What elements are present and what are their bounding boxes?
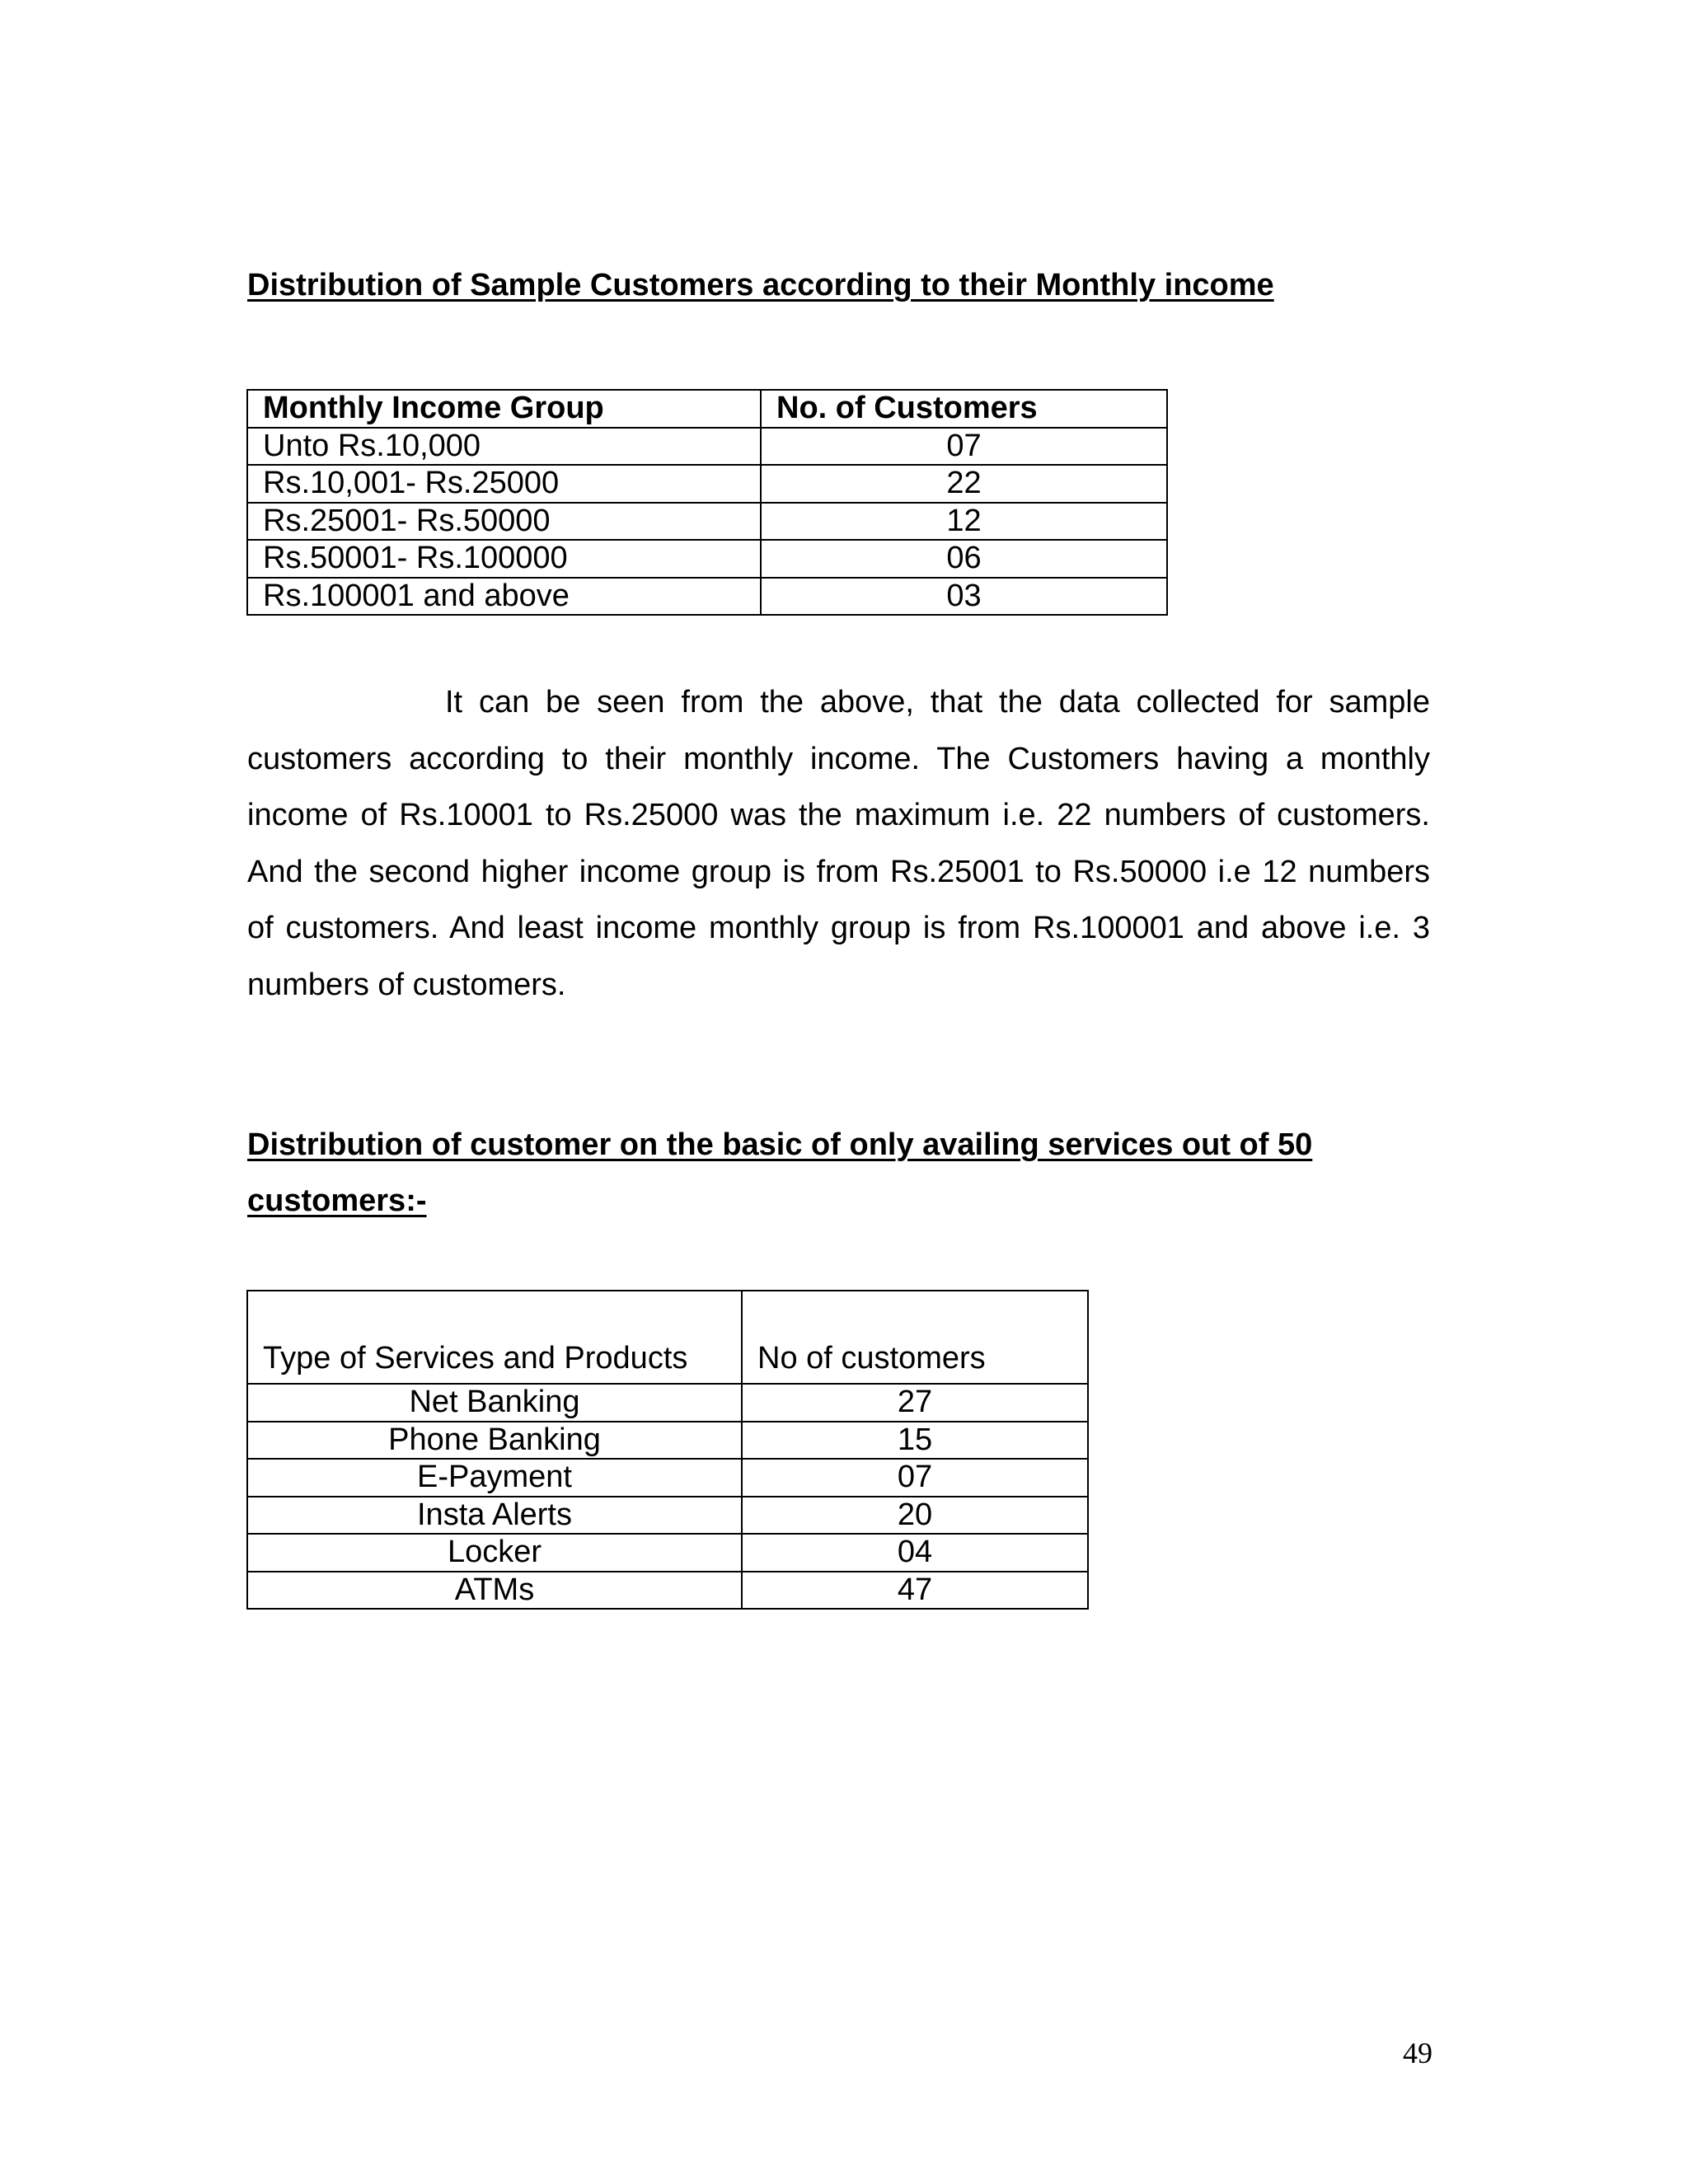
income-distribution-heading: Distribution of Sample Customers according to their Monthly income — [247, 268, 1274, 302]
table-row — [247, 1384, 1088, 1422]
income-group-cell: Unto Rs.10,000 — [247, 428, 761, 466]
service-type-cell: Phone Banking — [247, 1422, 742, 1460]
analysis-paragraph: It can be seen from the above, that the data collected for sample customers according to their monthly income. The Customers having a monthly income of Rs.10001 to Rs.25000 was the maximum i.e. 22 numbers of customers. And the second higher income group is from Rs.25001 to Rs.50000 i.e 12 numbers of customers. And least income monthly group is from Rs.100001 and above i.e. 3 numbers of customers. — [247, 685, 1430, 1002]
service-type-cell: Locker — [247, 1534, 742, 1572]
column-header-customer-count: No of customers — [742, 1291, 1088, 1384]
customer-count-cell: 15 — [742, 1422, 1088, 1460]
table-header-row — [247, 1291, 1088, 1384]
service-type-cell: Net Banking — [247, 1384, 742, 1422]
income-group-cell: Rs.10,001- Rs.25000 — [247, 465, 761, 503]
page-number: 49 — [1403, 2036, 1432, 2069]
customer-count-cell: 04 — [742, 1534, 1088, 1572]
services-table — [246, 1290, 1089, 1610]
services-heading-line-1: Distribution of customer on the basic of only availing services out of 50 — [247, 1127, 1313, 1162]
table-row — [247, 1572, 1088, 1610]
customer-count-cell: 06 — [761, 540, 1167, 578]
table-row — [247, 578, 1167, 616]
table-row — [247, 503, 1167, 541]
table-row — [247, 428, 1167, 466]
services-distribution-heading — [247, 1117, 1312, 1229]
service-type-cell: E-Payment — [247, 1459, 742, 1497]
table-row — [247, 465, 1167, 503]
customer-count-cell: 20 — [742, 1497, 1088, 1535]
customer-count-cell: 07 — [742, 1459, 1088, 1497]
table-header-row — [247, 390, 1167, 428]
customer-count-cell: 12 — [761, 503, 1167, 541]
customer-count-cell: 03 — [761, 578, 1167, 616]
customer-count-cell: 27 — [742, 1384, 1088, 1422]
service-type-cell: ATMs — [247, 1572, 742, 1610]
customer-count-cell: 47 — [742, 1572, 1088, 1610]
table-row — [247, 1534, 1088, 1572]
income-group-cell: Rs.50001- Rs.100000 — [247, 540, 761, 578]
column-header-income-group: Monthly Income Group — [247, 390, 761, 428]
income-group-table — [246, 389, 1168, 616]
table-row — [247, 1497, 1088, 1535]
table-row — [247, 1422, 1088, 1460]
table-row — [247, 1459, 1088, 1497]
column-header-customer-count: No. of Customers — [761, 390, 1167, 428]
column-header-service-type: Type of Services and Products — [247, 1291, 742, 1384]
income-group-cell: Rs.25001- Rs.50000 — [247, 503, 761, 541]
customer-count-cell: 07 — [761, 428, 1167, 466]
customer-count-cell: 22 — [761, 465, 1167, 503]
service-type-cell: Insta Alerts — [247, 1497, 742, 1535]
services-heading-line-2: customers:- — [247, 1183, 427, 1218]
income-group-cell: Rs.100001 and above — [247, 578, 761, 616]
table-row — [247, 540, 1167, 578]
